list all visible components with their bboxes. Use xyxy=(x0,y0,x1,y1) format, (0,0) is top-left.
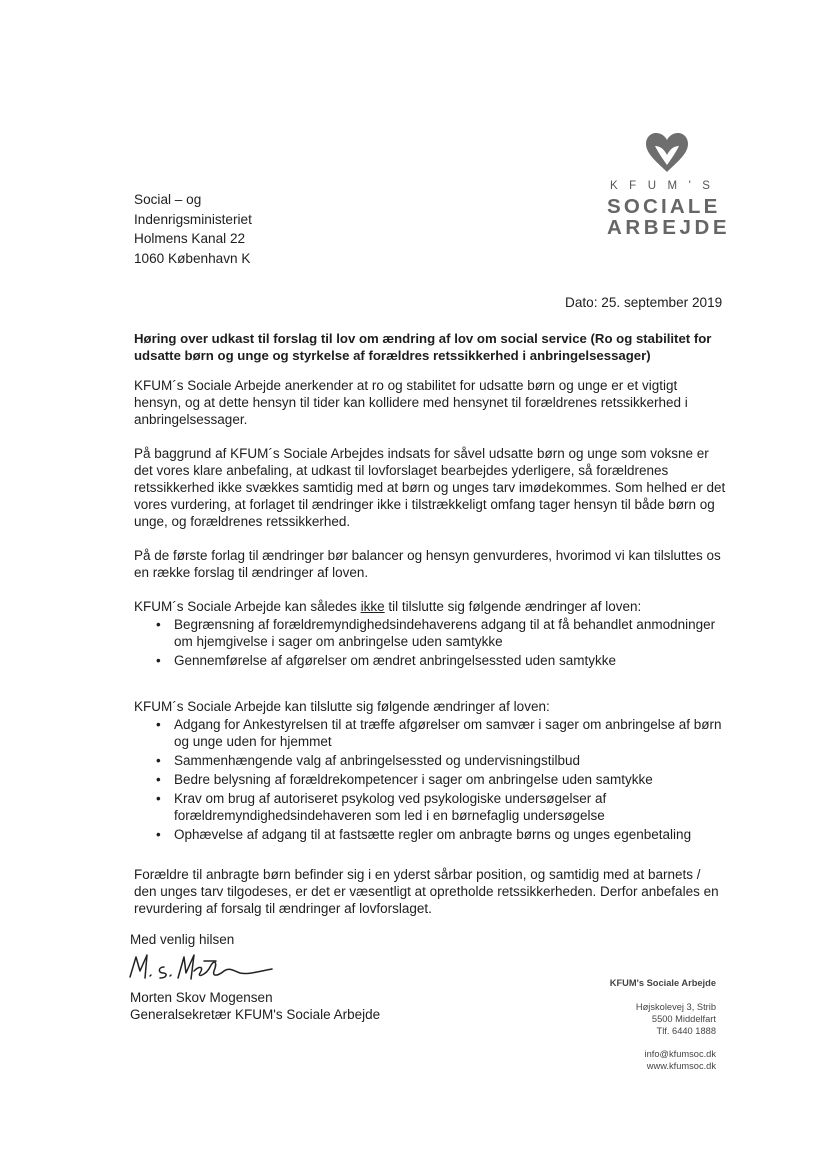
logo-arbejde-text: ARBEJDE xyxy=(607,216,731,239)
footer-email: info@kfumsoc.dk xyxy=(644,1049,716,1059)
paragraph-text: KFUM´s Sociale Arbejde anerkender at ro og stabilitet for udsatte børn og unge er et vigtigt hensyn, og at dette hensyn til tider kan kollidere med hensynet til forældrenes retssikkerhed i anbringelsessager. xyxy=(134,378,688,427)
paragraph xyxy=(134,377,726,428)
paragraph-text: Forældre til anbragte børn befinder sig i en yderst sårbar position, og samtidig med at barnets / den unges tarv tilgodeses, er det er væsentligt at opretholde retssikkerheden. Derfor anbefales en revurdering af forsalg til ændringer af lovforslaget. xyxy=(134,867,719,916)
list-item: • Adgang for Ankestyrelsen til at træffe afgørelser om samvær i sager om anbringelse af børn og unge uden for hjemmet xyxy=(174,716,726,750)
recipient-address xyxy=(134,190,252,268)
paragraph-text: På baggrund af KFUM´s Sociale Arbejdes indsats for såvel udsatte børn og unge som voksne er det vores klare anbefaling, at udkast til lovforslaget bearbejdes yderligere, så forældrenes retssikkerhed ikke svækkes samtidig med at børn og unges tarv imødekommes. Som helhed er det vores vurdering, at forlaget til ændringer ikke i tilstrækkeligt omfang tager hensyn til både børn og unge, og forældrenes retssikkerhed. xyxy=(134,446,726,529)
paragraph-text: På de første forlag til ændringer bør balancer og hensyn genvurderes, hvorimod vi kan tilsluttes os en række forslag til ændringer af loven. xyxy=(134,548,721,580)
footer-address xyxy=(570,1001,716,1037)
recipient-line: Social – og xyxy=(134,192,202,207)
list-intro: KFUM´s Sociale Arbejde kan tilslutte sig følgende ændringer af loven: xyxy=(134,699,550,714)
emphasis-ikke: ikke xyxy=(360,599,385,614)
list-item: • Ophævelse af adgang til at fastsætte regler om anbragte børns og unges egenbetaling xyxy=(174,826,726,843)
intro-text: til tilslutte sig følgende ændringer af loven: xyxy=(384,599,642,614)
list-item: • Begrænsning af forældremyndighedsindehaverens adgang til at få behandlet anmodninger om hjemgivelse i sager om anbringelse uden samtykke xyxy=(174,616,726,650)
footer-contacts xyxy=(570,1048,716,1072)
supported-section xyxy=(134,698,726,845)
letter-subject: Høring over udkast til forslag til lov om ændring af lov om social service (Ro og stabilitet for udsatte børn og unge og styrkelse af forældres retssikkerhed i anbringelsessager) xyxy=(134,331,712,363)
recipient-line: Indenrigsministeriet xyxy=(134,211,252,227)
paragraph xyxy=(134,866,726,917)
letter-date: Dato: 25. september 2019 xyxy=(565,295,723,310)
paragraph xyxy=(134,547,726,581)
recipient-line: 1060 København K xyxy=(134,250,251,266)
closing-greeting: Med venlig hilsen xyxy=(130,932,235,947)
handwritten-signature xyxy=(120,945,280,990)
bullet-list xyxy=(134,616,726,669)
footer-phone: Tlf. 6440 1888 xyxy=(656,1026,716,1036)
list-item: • Bedre belysning af forældrekompetencer i sager om anbringelse uden samtykke xyxy=(174,771,726,788)
signer-block xyxy=(130,989,380,1023)
bullet-list xyxy=(134,716,726,843)
recipient-line: Holmens Kanal 22 xyxy=(134,231,246,246)
footer-website: www.kfumsoc.dk xyxy=(646,1061,716,1071)
list-item: • Sammenhængende valg af anbringelsessted og undervisningstilbud xyxy=(174,752,726,769)
footer-address-line: 5500 Middelfart xyxy=(651,1014,716,1024)
signer-name: Morten Skov Mogensen xyxy=(130,990,273,1005)
footer-org: KFUM's Sociale Arbejde xyxy=(609,978,716,988)
footer-address-line: Højskolevej 3, Strib xyxy=(635,1002,716,1012)
list-item: • Krav om brug af autoriseret psykolog ved psykologiske undersøgelser af forældremyndighedsindehaveren som led i en børnefaglig undersøgelse xyxy=(174,790,726,824)
intro-text: KFUM´s Sociale Arbejde kan således xyxy=(134,599,361,614)
paragraph xyxy=(134,445,726,530)
logo-kfum-text: KFUM'S xyxy=(610,180,722,192)
signer-title: Generalsekretær KFUM's Sociale Arbejde xyxy=(130,1007,381,1022)
footer-contact xyxy=(570,977,716,1072)
logo-sociale-text: SOCIALE xyxy=(607,195,721,218)
not-supported-section xyxy=(134,598,726,671)
list-intro xyxy=(134,598,726,615)
heart-icon xyxy=(644,132,690,174)
list-item: • Gennemførelse af afgørelser om ændret anbringelsessted uden samtykke xyxy=(174,652,726,669)
